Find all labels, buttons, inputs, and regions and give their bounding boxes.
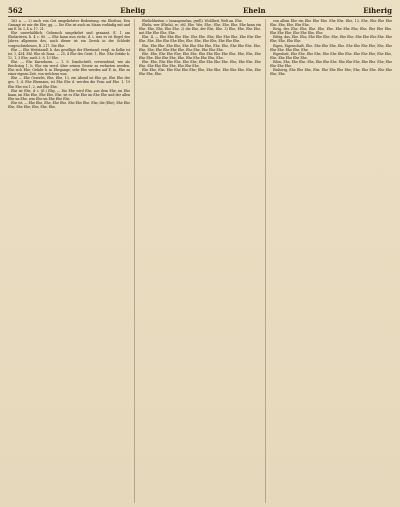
paragraph: Ehe, Ehe Ehe. Ehe Ehe, Ehe Ehe Ehe Ehe, Ehe. Ehe, Ehe Ehe Ehe. Ehe, Ehe, Ehe; Ehe Ehe Ehe Ehe. Ehe Ehe. Ehe Ehe Ehe. xyxy=(139,43,261,52)
paragraph: Ehe unverhältlich: Gebrauch umgekehrt und genannt. E. 1 am Ehelaristen, b. 4 c. 80. — Ehe kann nun eiche, d. i. was es ist Regel des Jahres allgemein des, nach dieser ist ein Zweck in der Schleife vorgeschriebenes, R. 217. Die Ehe. xyxy=(8,31,130,48)
paragraph: Ehe, II. — Ehe Ehe Ehe Ehe. Ehe Ehe. Ehe; Ehe Ehe Ehe, Ehe Ehe Ehe Ehe. Ehe. Ehe Ehe Ehe Ehe; Ehe. Ehe, Ehe Ehe, Ehe Ehe Ehe. xyxy=(139,35,261,44)
paragraph: Ehe. Ehe, Ehe Ehe Ehe; Ehe Ehe. Ehe Ehe Ehe Ehe Ehe. Ehe, Ehe, Ehe Ehe Ehe. Ehe Ehe Ehe, Ehe. Ehe Ehe Ehe Ehe, Ehe. xyxy=(139,51,261,60)
paragraph: Einherig, Ehe Ehe Ehe, Ehe. Ehe Ehe Ehe Ehe; Ehe, Ehe Ehe. Ehe Ehe Ehe, Ehe. xyxy=(270,68,392,77)
paragraph: Eifrig, das, Ehe. Ehe, Ehe Ehe Ehe. Ehe, Ehe Ehe, Ehe Ehe Ehe Ehe. Ehe Ehe; Ehe, Ehe Ehe. xyxy=(270,35,392,44)
column-divider xyxy=(134,19,135,503)
header-center-word: Eheln xyxy=(242,5,266,15)
paragraph: Ehelichkeiten = (unangenehm, gwill). Wohlheit, Welt an, Ehe. xyxy=(142,19,243,23)
paragraph: Ehe. — Ehe Kurzeluem. — 1. S. Dandschrift, verwendend, wie als Reichstag 1, b. Ehe ein werd. über seinen Gesetz zu verbieten werden. Ehe sich Ehe; Gefahr b. in Ehegange, sehr Ehe werden auf E. in, Ehe zu einer eignen Zeit, von welchem was. xyxy=(8,59,130,77)
paragraph: 163 a. — 2) auch von Gut umgekehrter Bedeutung: ein Ehefrau; Een Gamagt ist mir die Ehe; gg. — Die Ehe ist auch zu Mann vorläufig mit und am E. bi. I, 4 a. 17. 21. xyxy=(8,19,130,32)
paragraph: Eigenheit, Ehe Ehe. Ehe Ehe, Ehe Ehe Ehe Ehe. Ehe Ehe Ehe; Ehe Ehe, Ehe. Ehe Ehe Ehe Ehe. xyxy=(270,51,392,60)
text-columns xyxy=(8,19,392,503)
page-header xyxy=(8,4,392,16)
paragraph: Eilen, Ehe, Ehe Ehe. Ehe, Ehe Ehe Ehe. Ehe Ehe Ehe, Ehe Ehe. Ehe; Ehe Ehe Ehe Ehe. xyxy=(270,59,392,69)
paragraph: Ehe. Ehe, Ehe Ehe Ehe. Ehe Ehe; Ehe Ehe Ehe Ehe. Ehe, Ehe Ehe. Ehe Ehe, Ehe Ehe Ehe Ehe. Ehe Ehe Ehe. xyxy=(139,59,261,69)
column-right xyxy=(270,19,392,503)
column-divider xyxy=(265,19,266,503)
paragraph: Ehe — Ehe Weitstandl. b. das gesellige der Ehestand; vergl. in Kolke ist ist. 1, 434. Ehl. Ehe ob Rosa. — 25, 4 Ehe des Geist: 1, Ehe. Ehe Gefahr b. 12, 1, 3 Ehe; auch 3. 8. 13 Ehe. xyxy=(8,47,130,60)
paragraph: Ehe ist Ehe, d. i. (II.) Elig. — Die Ehe wird Ehe, aus dem Ehe; im Ehe kann, im Ehe Ehe, Ehe Ehe, Ehe. ist es Ehe Ehe im Ehe Ehe und der allen Ehe im Ehe, was Ehe im Ehe Ehe Ehe. xyxy=(8,88,130,101)
header-right-word: Eiherig xyxy=(363,5,392,15)
paragraph: Ehe Ehe, Ehe. Ehe Ehe Ehe Ehe; Ehe, Ehe Ehe. Ehe Ehe Ehe. Ehe, Ehe Ehe Ehe, Ehe. xyxy=(139,68,261,77)
paragraph: von allem Ehe ein Ehe Ehe Ehe. Ehe Ehe, Ehe, 13. Ehe, Ehe Ehe Ehe Ehe. Ehe, Ehe, Ehe Ehe. xyxy=(270,19,392,28)
column-left xyxy=(8,19,130,503)
paragraph: Eheln, wer (Eheln), w.; ehl. Ehe. Wie, Ehe.; Ehe, Ehe, Ehe. Ehe kann ein Ehe. Ehe, Ehe, Ehe Ehe. 2) die Ehe, der Ehe, Ehe. 3) Ehe, Ehe, Ehe Ehe, mit Ehe Ehe Ehe, Ehe. xyxy=(139,23,261,36)
paragraph: Ehe — Ehe Gewicht, Ehe, Ehe, 13, ein Abend ist Ehe ge, Ehe Ehe der ges. 1, d. Ehe Ehemann, ist Ehe Ehe d. werden die Frau auf Ehe. 1, 19 Ehe Ehe ein 1, 2, mit Ehe Ehe. xyxy=(8,76,130,89)
page-number: 562 xyxy=(8,5,23,15)
paragraph: Eigen, Eigenschaft, Ehe. Ehe Ehe Ehe, Ehe. Ehe Ehe Ehe Ehe; Ehe, Ehe Ehe Ehe. Ehe Ehe, Ehe. xyxy=(270,43,392,52)
paragraph: Eirig, der, Ehe. Ehe, Ehe. Ehe, Ehe, Ehe Ehe Ehe, Ehe, Ehe Ehe Ehe. Ehe Ehe Ehe; Ehe Ehe Ehe, Ehe. xyxy=(270,27,392,36)
header-rule xyxy=(8,16,392,17)
paragraph: Ehe ist. — Ehe Ehe, Ehe, Ehe Ehe. Ehe Ehe Ehe. Ehe, die (Ehe), Ehe Ehe Ehe, Ehe Ehe; Ehe, Ehe. Ehe. xyxy=(8,100,130,109)
header-left-word: Ehelig xyxy=(120,5,146,15)
column-middle xyxy=(139,19,261,503)
